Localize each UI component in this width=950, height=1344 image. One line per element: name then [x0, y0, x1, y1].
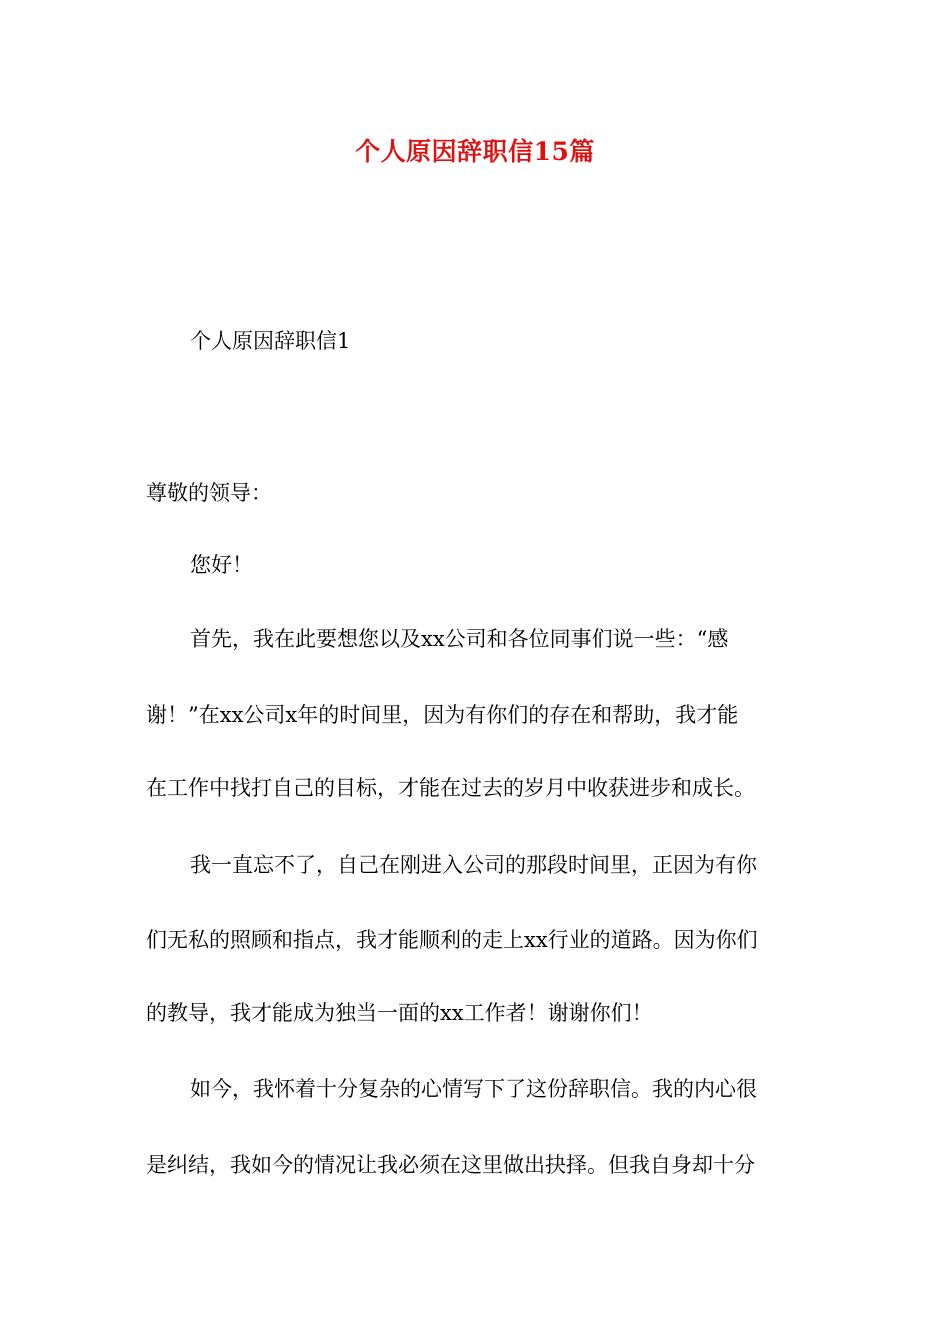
paragraph-line: 我一直忘不了，自己在刚进入公司的那段时间里，正因为有你 — [190, 853, 757, 877]
paragraph-line: 谢！”在xx公司x年的时间里，因为有你们的存在和帮助，我才能 — [146, 703, 739, 727]
paragraph-line: 如今，我怀着十分复杂的心情写下了这份辞职信。我的内心很 — [190, 1077, 757, 1101]
paragraph-line: 首先，我在此要想您以及xx公司和各位同事们说一些：“感 — [190, 627, 729, 651]
section-heading: 个人原因辞职信1 — [190, 329, 351, 353]
greeting: 您好！ — [190, 553, 253, 577]
paragraph-line: 们无私的照顾和指点，我才能顺利的走上xx行业的道路。因为你们 — [146, 928, 758, 952]
paragraph-line: 的教导，我才能成为独当一面的xx工作者！谢谢你们！ — [146, 1001, 653, 1025]
document-title: 个人原因辞职信15篇 — [355, 137, 595, 166]
paragraph-line: 在工作中找打自己的目标，才能在过去的岁月中收获进步和成长。 — [146, 776, 755, 800]
paragraph-line: 是纠结，我如今的情况让我必须在这里做出抉择。但我自身却十分 — [146, 1153, 755, 1177]
salutation: 尊敬的领导： — [146, 481, 272, 505]
